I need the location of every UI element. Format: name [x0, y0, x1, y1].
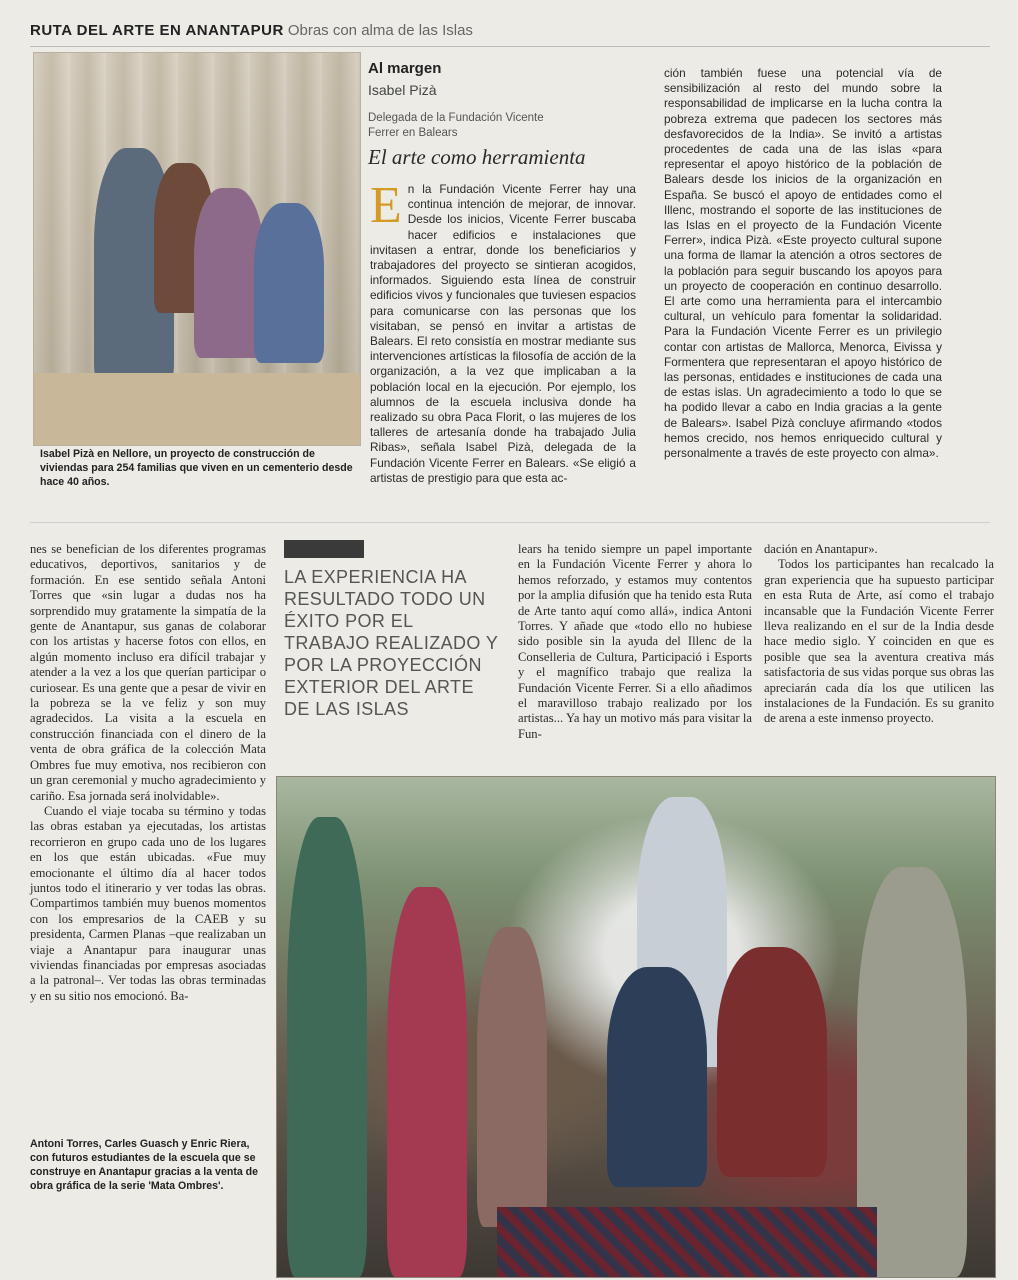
photo1-caption: Isabel Pizà en Nellore, un proyecto de construcción de viviendas para 254 familias que viven en un cementerio desde hace 40 años. [40, 448, 353, 488]
header-rule [30, 46, 990, 47]
article-text-1a: nes se benefician de los diferentes programas educativos, deportivos, sanitarios y de formación. En ese sentido señala Antoni Torres que «sin lugar a dudas nos ha sorprendido muy gratamente la simpatía de la gente de Anantapur, sus ganas de colaborar con los artistas y hacerse fotos con ellos, en algún momento incluso era difícil trabajar y atender a la vez a los que querían participar o curiosear. Es una gente que a pesar de vivir en la pobreza se la ve feliz y son muy agradecidos. La visita a la escuela en construcción financiada con el dinero de la venta de obra gráfica de la colección Mata Ombres fue muy emotiva, nos recibieron con un gran ceremonial y mucho agradecimiento y cariño. Esa jornada será inolvidable». [30, 542, 266, 803]
article-column-1 [30, 542, 266, 1004]
drop-cap: E [370, 177, 402, 234]
article-column-4 [764, 542, 994, 727]
article-column-3: lears ha tenido siempre un papel importante en la Fundación Vicente Ferrer y ahora lo hemos reforzado, y estamos muy contentos por la amplia difusión que ha tenido esta Ruta de Arte tanto aquí como allá», indica Antoni Torres. Y añade que «todo ello no hubiese sido posible sin la ayuda del Illenc de la Conselleria de Cultura, Participació i Esports y el magnífico trabajo que realiza la Fundación Vicente Ferrer. Si a ello añadimos el maravilloso trabajo realizado por los artistas... Ya hay un motivo más para visitar la Fun- [518, 542, 752, 741]
ground [34, 373, 360, 445]
pull-quote: LA EXPERIENCIA HA RESULTADO TODO UN ÉXITO POR EL TRABAJO REALIZADO Y POR LA PROYECCIÓN EXTERIOR DEL ARTE DE LAS ISLAS [284, 567, 498, 719]
photo-isabel-piza [33, 52, 361, 446]
page-header [30, 22, 730, 44]
photo2-caption: Antoni Torres, Carles Guasch y Enric Riera, con futuros estudiantes de la escuela que se construye en Anantapur gracias a la venta de obra gráfica de la serie 'Mata Ombres'. [30, 1138, 259, 1192]
photo-artists-children [276, 776, 996, 1278]
section-title: RUTA DEL ARTE EN ANANTAPUR [30, 22, 284, 39]
sidebar-author: Isabel Pizà [368, 82, 437, 98]
section-subtitle: Obras con alma de las Islas [287, 22, 473, 39]
person-figure [477, 927, 547, 1227]
article-text-4a: dación en Anantapur». [764, 542, 878, 556]
sidebar-column-1 [370, 177, 636, 486]
section-rule [30, 522, 990, 523]
sidebar-text-1: n la Fundación Vicente Ferrer hay una continua intención de mejorar, de innovar. Desde los inicios, Vicente Ferrer buscaba hacer edificios e instalaciones que invitasen a entrar, donde los beneficiarios y trabajadores del proyecto se sintieran acogidos, informados. Siguiendo esta línea de construir edificios vivos y funcionales que tuviesen espacios para comunicarse con las personas que los visitaban, se pensó en invitar a artistas de Balears. El reto consistía en mostrar mediante sus intervenciones artísticas la filosofía de acción de la organización, a la vez que implicaban a la población local en la ejecución. Por ejemplo, los alumnos de la escuela inclusiva donde ha realizado su obra Paca Florit, o las mujeres de los talleres de artesanía donde ha trabajado Julia Ribas», señala Isabel Pizà, delegada de la Fundación Vicente Ferrer en Balears. «Se eligió a artistas de prestigio para que esta ac- [370, 182, 636, 485]
rug [497, 1207, 877, 1277]
sidebar-column-2: ción también fuese una potencial vía de sensibilización al resto del mundo sobre la responsabilidad de implicarse en la lucha contra la pobreza extrema que padecen los sectores más desfavorecidos de la India». Se invitó a artistas procedentes de cada una de las islas «para representar el apoyo histórico de la población de Balears desde los inicios de la organización en España. Se buscó el apoyo de entidades como el Illenc, mostrando el soporte de las instituciones de las Islas en el proyecto de la Fundación Vicente Ferrer», indica Pizà. «Este proyecto cultural supone una forma de llamar la atención a otros sectores de la población para seguir buscando los apoyos para un proyecto de cooperación en continuo desarrollo. El arte como una herramienta para el intercambio cultural, un vehículo para fomentar la solidaridad. Para la Fundación Vicente Ferrer es un privilegio contar con artistas de Mallorca, Menorca, Eivissa y Formentera que representaran el apoyo histórico de las personas, entidades e instituciones de cada una de estas islas. Un agradecimiento a todo lo que se ha podido llevar a cabo en India gracias a la gente de Balears». Isabel Pizà concluye afirmando «todos hemos crecido, nos hemos enriquecido cultural y personalmente a través de este proyecto con alma». [664, 66, 942, 461]
person-figure [387, 887, 467, 1277]
sidebar-title: El arte como herramienta [368, 145, 586, 169]
redacted-label [284, 540, 364, 558]
sidebar-kicker: Al margen [368, 60, 442, 77]
sidebar-role: Delegada de la Fundación Vicente Ferrer en Balears [368, 112, 544, 139]
article-text-4b: Todos los participantes han recalcado la gran experiencia que ha supuesto participar en esta Ruta de Arte, así como el trabajo incansable que la Fundación Vicente Ferrer lleva realizando en el sur de la India desde hace medio siglo. Y coinciden en que es posible que sea la aventura creativa más satisfactoria de sus vidas porque sus obras las apreciarán cada día los que utilicen las instalaciones de la Fundación. Es su granito de arena a este inmenso proyecto. [764, 557, 994, 726]
person-figure [607, 967, 707, 1187]
person-figure [287, 817, 367, 1277]
person-figure [717, 947, 827, 1177]
article-text-1b: Cuando el viaje tocaba su término y todas las obras estaban ya ejecutadas, los artistas recorrieron en grupo cada uno de los lugares en los que están ubicadas. «Fue muy emocionante el último día al hacer todos juntos todo el itinerario y ver todas las obras. Compartimos también muy buenos momentos con los empresarios de la CAEB y su presidenta, Carmen Planas –que realizaban un viaje a Anantapur para inaugurar unas viviendas financiadas por empresas asociadas a la patronal–. Ver todas las obras terminadas y en su sitio nos emocionó. Ba- [30, 803, 266, 1003]
person-figure [254, 203, 324, 363]
